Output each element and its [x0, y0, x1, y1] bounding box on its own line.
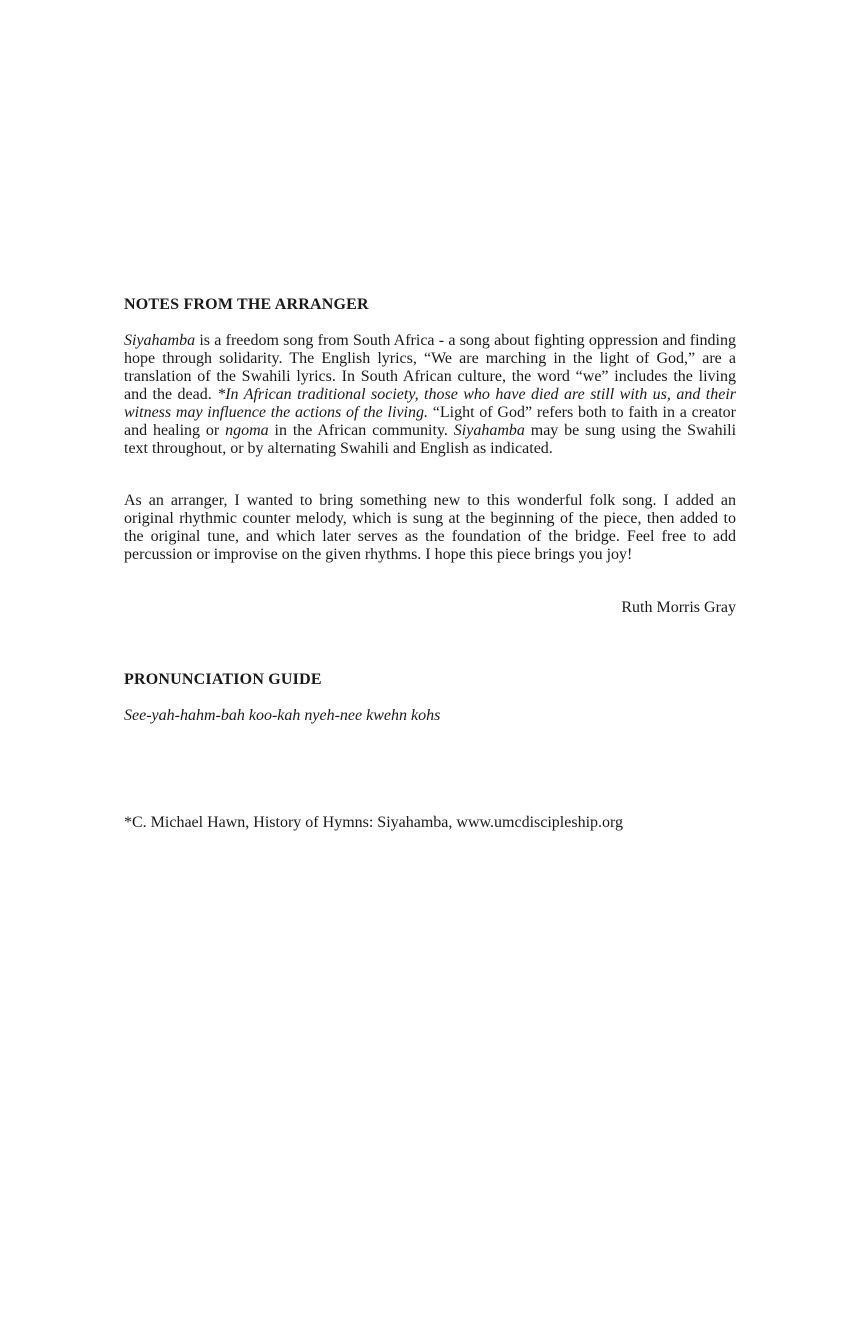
arranger-signature: Ruth Morris Gray	[621, 599, 736, 616]
text-segment: may be sung using the Swahili text throughout, or by alternating Swahili and English as indicated.	[124, 422, 737, 457]
pronunciation-guide-heading: PRONUNCIATION GUIDE	[124, 671, 322, 688]
text-segment: is a freedom song from South Africa - a song about fighting oppression and finding hope through solidarity. The English lyrics, “We are marching in the light of God,” are a translation of the Swahili lyrics. In South African culture, the word “we” includes the living and the dead.	[124, 332, 736, 403]
footnote-citation: *C. Michael Hawn, History of Hymns: Siyahamba, www.umcdiscipleship.org	[124, 814, 624, 831]
pronunciation-guide-text: See-yah-hahm-bah koo-kah nyeh-nee kwehn kohs	[124, 707, 441, 724]
arranger-notes-paragraph-1	[124, 332, 736, 458]
text-segment: in the African community.	[268, 422, 454, 439]
arranger-notes-heading: NOTES FROM THE ARRANGER	[124, 296, 369, 313]
text-segment: *In African traditional society, those who have died are still with us, and their witness may influence the actions of the living.	[124, 386, 736, 421]
arranger-notes-paragraph-2: As an arranger, I wanted to bring something new to this wonderful folk song. I added an original rhythmic counter melody, which is sung at the beginning of the piece, then added to the original tune, and which later serves as the foundation of the bridge. Feel free to add percussion or improvise on the given rhythms. I hope this piece brings you joy!	[124, 492, 736, 563]
text-segment: Siyahamba	[453, 422, 525, 439]
text-segment: ngoma	[225, 422, 269, 439]
text-segment: “Light of God” refers both to faith in a creator and healing or	[124, 404, 737, 439]
text-segment: Siyahamba	[124, 332, 196, 349]
